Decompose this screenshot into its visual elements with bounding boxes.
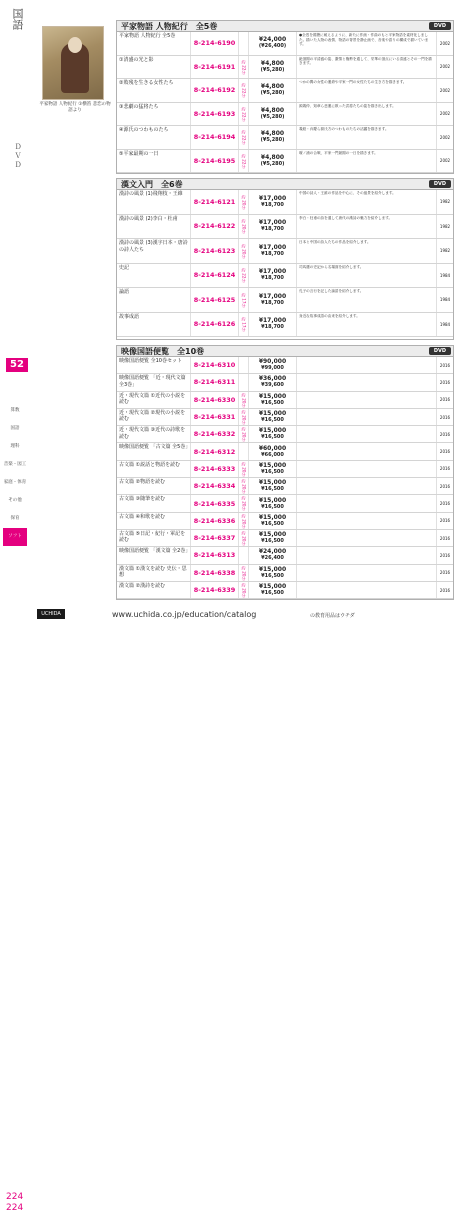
price-ex-tax: ¥17,000 (258, 194, 287, 202)
brand-tagline: の教育用品はウチダ (310, 613, 355, 619)
product-code: 8-214-6190 (191, 32, 239, 55)
nav-item-5[interactable]: 家庭・体育 (3, 480, 27, 485)
price (249, 264, 297, 288)
price-inc-tax: (¥26,400) (258, 43, 287, 50)
year: 2016 (439, 362, 451, 368)
price (249, 392, 297, 408)
product-code: 8-214-6125 (191, 288, 239, 312)
price-inc-tax: ¥18,700 (261, 275, 284, 282)
product-code: 8-214-6339 (191, 582, 239, 598)
price (249, 565, 297, 581)
price-inc-tax: ¥16,500 (261, 468, 284, 475)
description: 李白・杜甫の詩を通して唐代の漢詩の魅力を紹介します。 (297, 215, 437, 239)
price-inc-tax: ¥66,000 (261, 451, 284, 458)
duration: 約 20分 (239, 478, 249, 494)
price-inc-tax: ¥16,500 (261, 590, 284, 596)
description (297, 495, 437, 511)
year: 2016 (439, 570, 451, 576)
description (297, 461, 437, 477)
product-title: 論語 (117, 288, 191, 312)
duration: 約 20分 (239, 239, 249, 263)
product-title: ③悲劇の猛将たち (117, 103, 191, 126)
price-inc-tax: ¥18,700 (261, 201, 284, 208)
price-ex-tax: ¥15,000 (258, 531, 287, 539)
price-inc-tax: ¥16,500 (261, 434, 284, 441)
year: 1982 (439, 199, 451, 205)
product-title: 映像国語便覧 「古文篇 全5巻」 (117, 443, 191, 459)
duration: 約 17分 (239, 288, 249, 312)
price-ex-tax: ¥4,800 (260, 83, 285, 91)
duration: 約 22分 (239, 150, 249, 173)
product-title: 映像国語便覧 「漢文篇 全2巻」 (117, 547, 191, 563)
price-ex-tax: ¥15,000 (258, 565, 287, 573)
duration: 約 17分 (239, 313, 249, 337)
product-code: 8-214-6193 (191, 103, 239, 126)
price-inc-tax: ¥16,500 (261, 520, 284, 527)
price-ex-tax: ¥17,000 (258, 317, 287, 325)
kanbun-row (117, 288, 453, 313)
product-title: 近・現代文篇 ③近代の詩歌を読む (117, 426, 191, 442)
product-code: 8-214-6123 (191, 239, 239, 263)
description (297, 392, 437, 408)
duration: 約 22分 (239, 56, 249, 79)
price-ex-tax: ¥15,000 (258, 513, 287, 521)
description: 身近な故事成語の由来を紹介します。 (297, 313, 437, 337)
price-ex-tax: ¥15,000 (258, 461, 287, 469)
year: 2016 (439, 587, 451, 593)
price-inc-tax: ¥18,700 (261, 250, 284, 257)
price-inc-tax: ¥18,700 (261, 226, 284, 233)
product-title: 古文篇 ④和歌を読む (117, 513, 191, 529)
price-inc-tax: ¥18,700 (261, 299, 284, 306)
kanbun-row (117, 239, 453, 264)
product-code: 8-214-6311 (191, 374, 239, 390)
price (249, 190, 297, 214)
sidebar (0, 0, 27, 644)
year: 1984 (439, 272, 451, 278)
price (249, 357, 297, 373)
year: 1984 (439, 321, 451, 327)
description (297, 374, 437, 390)
duration: 約 22分 (239, 103, 249, 126)
price (249, 313, 297, 337)
description: 日本と中国の詩人たちの作品を紹介します。 (297, 239, 437, 263)
year: 2016 (439, 379, 451, 385)
product-title: 古文篇 ⑤日記・紀行・軍記を読む (117, 530, 191, 546)
price-ex-tax: ¥24,000 (258, 36, 287, 44)
duration: 約 22分 (239, 264, 249, 288)
eizo-row (117, 495, 453, 512)
duration: 約 20分 (239, 565, 249, 581)
price (249, 150, 297, 173)
dvd-badge: DVD (429, 22, 451, 30)
price-inc-tax: ¥16,500 (261, 538, 284, 545)
price (249, 547, 297, 563)
description (297, 409, 437, 425)
description (297, 426, 437, 442)
eizo-row (117, 478, 453, 495)
price (249, 478, 297, 494)
year: 1984 (439, 297, 451, 303)
product-title: 古文篇 ②物語を読む (117, 478, 191, 494)
duration: 約 20分 (239, 190, 249, 214)
description (297, 513, 437, 529)
year: 2016 (439, 501, 451, 507)
price-ex-tax: ¥15,000 (258, 479, 287, 487)
heike-row (117, 56, 453, 80)
price-ex-tax: ¥36,000 (258, 375, 287, 383)
duration: 約 20分 (239, 582, 249, 598)
nav-item-2[interactable]: 国語 (10, 426, 20, 431)
product-title: 漢詩の風景 (3)漢字日本・唐詩の詩人たち (117, 239, 191, 263)
price-ex-tax: ¥15,000 (258, 583, 287, 590)
product-title: 漢文篇 ②漢詩を読む (117, 582, 191, 598)
product-code: 8-214-6334 (191, 478, 239, 494)
price-ex-tax: ¥15,000 (258, 410, 287, 418)
duration: 約 20分 (239, 530, 249, 546)
product-title: 漢文篇 ①漢文を読む 史伝・思想 (117, 565, 191, 581)
nav-item-6[interactable]: その他 (8, 498, 22, 503)
price-inc-tax: ¥39,600 (261, 382, 284, 389)
eizo-row (117, 392, 453, 409)
product-title: 漢詩の風景 (1)飛翔枝・王維 (117, 190, 191, 214)
eizo-row (117, 513, 453, 530)
product-title: 近・現代文篇 ②現代の小説を読む (117, 409, 191, 425)
price-ex-tax: ¥17,000 (258, 219, 287, 227)
product-title: 古文篇 ①説話と物語を読む (117, 461, 191, 477)
duration (239, 32, 249, 55)
duration (239, 374, 249, 390)
product-title: ⑤平家最期の一日 (117, 150, 191, 173)
price-ex-tax: ¥17,000 (258, 292, 287, 300)
page-number-b: 224 (6, 1203, 24, 1213)
product-code: 8-214-6192 (191, 79, 239, 102)
description (297, 478, 437, 494)
kanbun-row (117, 264, 453, 289)
price-inc-tax: (¥5,280) (260, 137, 285, 144)
year: 1982 (439, 223, 451, 229)
description: 絶頂期の平清盛の姿、激情と権勢を通して、栄華の頂点にいる清盛とその一門を描きます。 (297, 56, 437, 79)
description: 義経・弁慶ら源氏方のつわものたちの活躍を描きます。 (297, 126, 437, 149)
heike-row (117, 126, 453, 150)
product-title: 漢詩の風景 (2)李白・杜甫 (117, 215, 191, 239)
product-title: 故事成語 (117, 313, 191, 337)
price-inc-tax: (¥5,280) (260, 113, 285, 120)
product-code: 8-214-6332 (191, 426, 239, 442)
price (249, 239, 297, 263)
eizo-row (117, 357, 453, 374)
description: 源義仲、知章ら悲運に散った武将たちの姿を描き出します。 (297, 103, 437, 126)
eizo-row (117, 530, 453, 547)
product-title: 古文篇 ③随筆を読む (117, 495, 191, 511)
heike-row (117, 150, 453, 174)
eizo-row (117, 443, 453, 460)
product-title: 平家物語 人物紀行 全5巻 (117, 32, 191, 55)
price-inc-tax: ¥16,500 (261, 399, 284, 406)
price (249, 582, 297, 598)
price (249, 79, 297, 102)
duration: 約 20分 (239, 215, 249, 239)
portrait-caption: 平家物語 人物紀行 ①横笛 悲恋の物語より (39, 102, 111, 113)
page-badge: 52 (6, 358, 28, 372)
price-ex-tax: ¥15,000 (258, 427, 287, 435)
kanbun-title: 漢文入門 全6巻 DVD (117, 179, 453, 190)
year: 2016 (439, 449, 451, 455)
heike-row (117, 79, 453, 103)
kanbun-section (116, 178, 454, 340)
product-code: 8-214-6194 (191, 126, 239, 149)
product-code: 8-214-6330 (191, 392, 239, 408)
nav-item-4[interactable]: 音楽・図工 (3, 462, 27, 467)
nav-item-3[interactable]: 理科 (10, 444, 20, 449)
eizo-title: 映像国語便覧 全10巻 DVD (117, 346, 453, 357)
duration: 約 20分 (239, 409, 249, 425)
description (297, 443, 437, 459)
dvd-badge: DVD (429, 347, 451, 355)
product-code: 8-214-6337 (191, 530, 239, 546)
description: 壇ノ浦の合戦、平家一門最期の一日を描きます。 (297, 150, 437, 173)
price-ex-tax: ¥60,000 (258, 444, 287, 452)
description (297, 530, 437, 546)
price (249, 32, 297, 55)
price-inc-tax: (¥5,280) (260, 66, 285, 73)
price (249, 426, 297, 442)
nav-item-7[interactable]: 保育 (10, 516, 20, 521)
product-code: 8-214-6335 (191, 495, 239, 511)
price (249, 409, 297, 425)
price (249, 56, 297, 79)
price-ex-tax: ¥24,000 (258, 548, 287, 556)
eizo-row (117, 547, 453, 564)
description: つかの間の女性の運命や平家一門の女性たちの生き方を描きます。 (297, 79, 437, 102)
heike-row (117, 32, 453, 56)
price-inc-tax: ¥26,400 (261, 555, 284, 562)
duration: 約 20分 (239, 461, 249, 477)
product-code: 8-214-6191 (191, 56, 239, 79)
description (297, 547, 437, 563)
year: 2002 (439, 40, 451, 46)
price-ex-tax: ¥17,000 (258, 268, 287, 276)
duration: 約 20分 (239, 392, 249, 408)
year: 2016 (439, 414, 451, 420)
year: 2016 (439, 518, 451, 524)
year: 1982 (439, 248, 451, 254)
eizo-row (117, 374, 453, 391)
product-title: ①清盛の光と影 (117, 56, 191, 79)
duration: 約 22分 (239, 79, 249, 102)
year: 2002 (439, 87, 451, 93)
price-ex-tax: ¥15,000 (258, 496, 287, 504)
duration (239, 357, 249, 373)
price (249, 126, 297, 149)
nav-item-8-active[interactable]: ソフト (3, 528, 27, 546)
price-inc-tax: ¥16,500 (261, 486, 284, 493)
price (249, 461, 297, 477)
product-code: 8-214-6122 (191, 215, 239, 239)
price (249, 103, 297, 126)
product-title: 史記 (117, 264, 191, 288)
price (249, 513, 297, 529)
heike-row (117, 103, 453, 127)
product-title: 近・現代文篇 ①近代の小説を読む (117, 392, 191, 408)
price-ex-tax: ¥17,000 (258, 243, 287, 251)
product-code: 8-214-6126 (191, 313, 239, 337)
year: 2016 (439, 552, 451, 558)
catalog-url[interactable]: www.uchida.co.jp/education/catalog (112, 610, 257, 619)
price-inc-tax: ¥16,500 (261, 417, 284, 424)
year: 2016 (439, 431, 451, 437)
price-ex-tax: ¥4,800 (260, 130, 285, 138)
nav-item-1[interactable]: 算数 (10, 408, 20, 413)
eizo-row (117, 565, 453, 582)
product-code: 8-214-6333 (191, 461, 239, 477)
eizo-row (117, 461, 453, 478)
product-code: 8-214-6121 (191, 190, 239, 214)
description: 孔子の言行を記した論語を紹介します。 (297, 288, 437, 312)
product-code: 8-214-6312 (191, 443, 239, 459)
product-title: 映像国語便覧 「近・現代文篇 全3巻」 (117, 374, 191, 390)
description: ●全巻を視聴に耐えるように、新たに作画・作曲のもと平家物語を素材化しました。描いた人物の表情、物語の背景を静止画で、音楽や語りの構成で描いています。 (297, 32, 437, 55)
price (249, 443, 297, 459)
year: 2002 (439, 134, 451, 140)
price-inc-tax: ¥18,700 (261, 324, 284, 331)
price-ex-tax: ¥90,000 (258, 358, 287, 366)
product-code: 8-214-6313 (191, 547, 239, 563)
eizo-section (116, 345, 454, 600)
sidebar-title: 国語 (11, 8, 24, 30)
description: 司馬遷の史記から名場面を紹介します。 (297, 264, 437, 288)
eizo-row (117, 426, 453, 443)
description (297, 582, 437, 598)
duration (239, 443, 249, 459)
price-ex-tax: ¥4,800 (260, 59, 285, 67)
duration: 約 20分 (239, 495, 249, 511)
price (249, 530, 297, 546)
year: 2016 (439, 483, 451, 489)
kanbun-row (117, 313, 453, 338)
duration (239, 547, 249, 563)
product-code: 8-214-6124 (191, 264, 239, 288)
price-ex-tax: ¥4,800 (260, 106, 285, 114)
price-inc-tax: ¥99,000 (261, 365, 284, 372)
sidebar-subtitle: ＤＶＤ (14, 143, 22, 170)
price-inc-tax: ¥16,500 (261, 503, 284, 510)
duration: 約 20分 (239, 513, 249, 529)
price-ex-tax: ¥4,800 (260, 153, 285, 161)
year: 2002 (439, 64, 451, 70)
left-column (30, 18, 112, 114)
price (249, 215, 297, 239)
page-number-a: 224 (6, 1192, 24, 1202)
kanbun-row (117, 190, 453, 215)
product-title: ②敗残を生きる女性たち (117, 79, 191, 102)
portrait-image (42, 26, 104, 100)
product-code: 8-214-6336 (191, 513, 239, 529)
uchida-logo: UCHIDA (37, 609, 65, 619)
year: 2002 (439, 111, 451, 117)
price (249, 288, 297, 312)
duration: 約 22分 (239, 126, 249, 149)
product-code: 8-214-6310 (191, 357, 239, 373)
dvd-badge: DVD (429, 180, 451, 188)
description (297, 357, 437, 373)
kanbun-row (117, 215, 453, 240)
eizo-row (117, 582, 453, 599)
price-inc-tax: (¥5,280) (260, 160, 285, 167)
price-inc-tax: (¥5,280) (260, 90, 285, 97)
product-title: 映像国語便覧 全10巻セット (117, 357, 191, 373)
price-inc-tax: ¥16,500 (261, 572, 284, 579)
product-title: ④源氏のつわものたち (117, 126, 191, 149)
year: 2016 (439, 535, 451, 541)
price (249, 495, 297, 511)
year: 2002 (439, 158, 451, 164)
duration: 約 20分 (239, 426, 249, 442)
product-code: 8-214-6331 (191, 409, 239, 425)
price-ex-tax: ¥15,000 (258, 392, 287, 400)
heike-section (116, 20, 454, 174)
price (249, 374, 297, 390)
year: 2016 (439, 397, 451, 403)
description (297, 565, 437, 581)
year: 2016 (439, 466, 451, 472)
product-code: 8-214-6195 (191, 150, 239, 173)
product-code: 8-214-6338 (191, 565, 239, 581)
heike-title: 平家物語 人物紀行 全5巻 DVD (117, 21, 453, 32)
description: 中国の詩人・王維の作品を中心に、その風景を紹介します。 (297, 190, 437, 214)
eizo-row (117, 409, 453, 426)
